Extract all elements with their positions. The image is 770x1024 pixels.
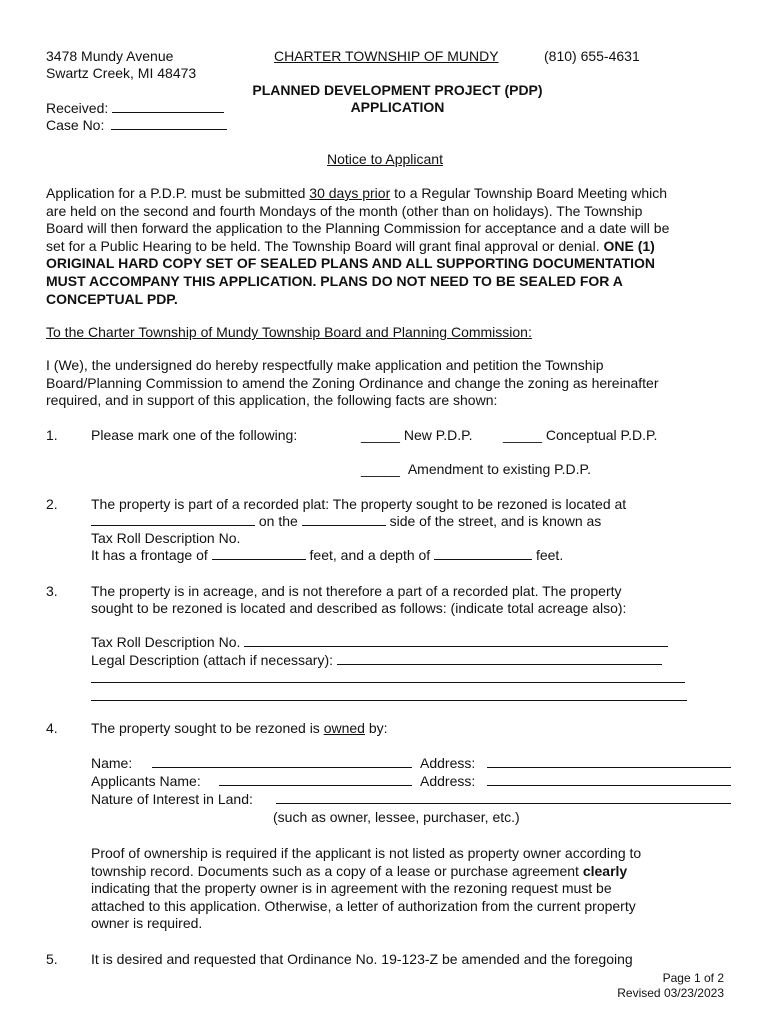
item-4-text-post: by: [364, 720, 388, 736]
notice-text: Application for a P.D.P. must be submitted [46, 185, 310, 201]
notice-bold: ONE (1) [603, 237, 655, 254]
form-subtitle: APPLICATION [350, 99, 445, 115]
township-address-city: Swartz Creek, MI 48473 [46, 65, 197, 81]
form-title: PLANNED DEVELOPMENT PROJECT (PDP) [252, 82, 543, 98]
option-blank[interactable]: _____ [361, 461, 400, 477]
nature-interest-field[interactable] [276, 791, 731, 808]
intro-text: Board/Planning Commission to amend the Zoning Ordinance and change the zoning as hereinafter [46, 374, 659, 391]
owner-address-field[interactable] [487, 755, 731, 772]
acreage-tax-row [91, 634, 668, 651]
ownership-text: Proof of ownership is required if the applicant is not listed as property owner according to [91, 845, 642, 861]
ownership-text: township record. Documents such as a copy of a lease or purchase agreement [91, 862, 583, 879]
page-number: Page 1 of 2 [662, 971, 724, 985]
item-2-tax-roll: Tax Roll Description No. [91, 530, 241, 546]
addressee-line: To the Charter Township of Mundy Township Board and Planning Commission: [46, 324, 532, 340]
notice-bold: CONCEPTUAL PDP. [46, 290, 178, 307]
ownership-text: indicating that the property owner is in agreement with the rezoning request must be [91, 880, 612, 897]
case-row [46, 117, 227, 134]
notice-text: to a Regular Township Board Meeting which [390, 185, 668, 201]
nature-interest-label: Nature of Interest in Land: [91, 791, 253, 807]
township-name: CHARTER TOWNSHIP OF MUNDY [274, 48, 499, 64]
depth-field[interactable] [434, 547, 532, 560]
received-row [46, 100, 224, 117]
received-label: Received: [46, 100, 109, 116]
plat-location-row [91, 513, 601, 530]
township-phone: (810) 655-4631 [544, 48, 640, 64]
legal-description-line-2[interactable] [91, 670, 685, 687]
item-1-text: Please mark one of the following: [91, 427, 298, 443]
frontage-row [91, 547, 563, 564]
intro-paragraph [46, 357, 659, 410]
ownership-proof-paragraph [91, 845, 641, 933]
item-4-text-pre: The property sought to be rezoned is [91, 720, 324, 736]
notice-bold: MUST ACCOMPANY THIS APPLICATION. PLANS DO NOT NEED TO BE SEALED FOR A [46, 272, 623, 289]
item-3-text: sought to be rezoned is located and described as follows: (indicate total acreage also): [91, 600, 627, 616]
revision-date: Revised 03/23/2023 [617, 986, 724, 1000]
item-4-number: 4. [46, 720, 58, 736]
option-new-pdp[interactable] [361, 427, 473, 444]
applicant-name-field[interactable] [219, 773, 412, 790]
township-address-street: 3478 Mundy Avenue [46, 48, 174, 64]
tax-roll-field[interactable] [244, 634, 668, 647]
owner-name-field[interactable] [152, 755, 412, 772]
item-2-text: The property is part of a recorded plat: The property sought to be rezoned is located at [91, 496, 627, 512]
tax-roll-label: Tax Roll Description No. [91, 634, 241, 650]
side-label: side of the street, and is known as [389, 513, 602, 529]
legal-description-line-3[interactable] [91, 688, 687, 705]
intro-text: I (We), the undersigned do hereby respectfully make application and petition the Township [46, 357, 604, 373]
option-conceptual-pdp[interactable] [503, 427, 657, 444]
legal-desc-row [91, 652, 662, 669]
notice-text: set for a Public Hearing to be held. The Township Board will grant final approval or denial. [46, 237, 604, 254]
depth-label: feet, and a depth of [309, 547, 431, 563]
received-field[interactable] [112, 100, 224, 113]
clearly-bold: clearly [582, 862, 628, 879]
frontage-field[interactable] [212, 547, 306, 560]
feet-label: feet. [535, 547, 564, 563]
applicant-name-label: Applicants Name: [91, 773, 201, 789]
owner-address-label: Address: [420, 755, 476, 771]
frontage-label: It has a frontage of [91, 547, 208, 563]
applicant-address-field[interactable] [487, 773, 731, 790]
item-1-number: 1. [46, 427, 58, 443]
ownership-text: owner is required. [91, 915, 203, 932]
item-5-text: It is desired and requested that Ordinance No. 19-123-Z be amended and the foregoing [91, 951, 633, 967]
deadline-underlined: 30 days prior [309, 185, 391, 201]
intro-text: required, and in support of this application, the following facts are shown: [46, 392, 498, 409]
item-2-number: 2. [46, 496, 58, 512]
street-side-field[interactable] [302, 513, 386, 526]
case-label: Case No: [46, 117, 105, 133]
owned-underlined: owned [323, 720, 365, 736]
option-blank[interactable]: _____ [361, 427, 400, 443]
option-amendment-pdp[interactable] [361, 461, 591, 478]
legal-description-field[interactable] [337, 652, 662, 665]
on-the-label: on the [258, 513, 298, 529]
option-label: Amendment to existing P.D.P. [407, 461, 591, 477]
nature-interest-hint: (such as owner, lessee, purchaser, etc.) [273, 809, 520, 825]
ownership-text: attached to this application. Otherwise, a letter of authorization from the current property [91, 897, 636, 914]
option-label: Conceptual P.D.P. [545, 427, 658, 443]
notice-text: are held on the second and fourth Mondays of the month (other than on holidays). The Township [46, 202, 643, 219]
plat-location-field[interactable] [91, 513, 255, 526]
notice-bold: ORIGINAL HARD COPY SET OF SEALED PLANS AND ALL SUPPORTING DOCUMENTATION [46, 255, 656, 272]
item-5-number: 5. [46, 951, 58, 967]
notice-text: Board will then forward the application to the Planning Commission for acceptance and a date will be [46, 220, 670, 237]
notice-heading: Notice to Applicant [327, 151, 443, 167]
owner-name-label: Name: [91, 755, 133, 771]
notice-paragraph [46, 185, 669, 308]
applicant-address-label: Address: [420, 773, 476, 789]
case-number-field[interactable] [111, 117, 227, 130]
option-label: New P.D.P. [403, 427, 473, 443]
legal-description-label: Legal Description (attach if necessary): [91, 652, 333, 668]
item-3-number: 3. [46, 583, 58, 599]
item-4-text [91, 720, 388, 737]
option-blank[interactable]: _____ [503, 427, 542, 443]
item-3-text: The property is in acreage, and is not therefore a part of a recorded plat. The property [91, 583, 622, 599]
